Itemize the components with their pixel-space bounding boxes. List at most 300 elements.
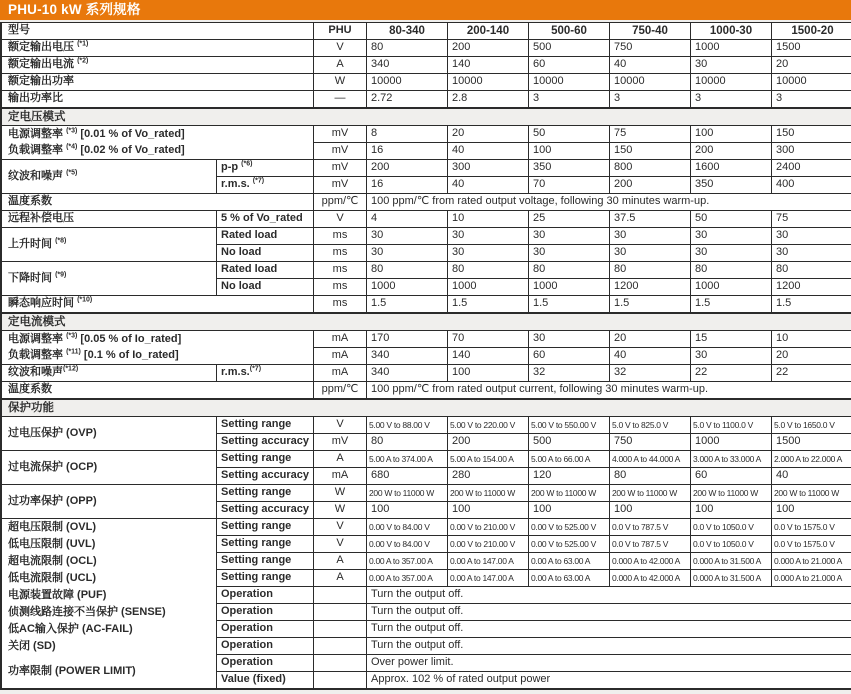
table-row: [2, 348, 851, 365]
value-cell: 0.00 A to 357.00 A: [367, 553, 448, 570]
unit-cell: ms: [314, 296, 367, 313]
value-cell: 0.00 V to 210.00 V: [448, 519, 529, 536]
value-cell: 0.0 V to 1575.0 V: [772, 519, 851, 536]
table-row: [2, 382, 851, 399]
value-cell: 0.000 A to 31.500 A: [691, 553, 772, 570]
value-cell: 0.000 A to 42.000 A: [610, 553, 691, 570]
column-header: 750-40: [610, 23, 691, 40]
table-row: [2, 74, 851, 91]
value-cell: 32: [610, 365, 691, 382]
footnote-marker: (*3): [66, 332, 78, 340]
table-row: [2, 536, 851, 553]
value-cell: 100: [610, 502, 691, 519]
value-cell: 100: [367, 502, 448, 519]
value-cell: 350: [691, 177, 772, 194]
value-cell: 16: [367, 177, 448, 194]
table-row: [2, 451, 851, 468]
value-cell: 500: [529, 40, 610, 57]
value-cell: 75: [772, 211, 851, 228]
value-cell: 0.0 V to 787.5 V: [610, 536, 691, 553]
value-cell: 30: [772, 245, 851, 262]
value-cell: 40: [610, 57, 691, 74]
value-cell: 800: [610, 160, 691, 177]
column-header: 1500-20: [772, 23, 851, 40]
column-header: 80-340: [367, 23, 448, 40]
value-cell: 300: [772, 143, 851, 160]
unit-cell: mV: [314, 160, 367, 177]
value-cell: 20: [772, 348, 851, 365]
value-cell: 80: [367, 40, 448, 57]
value-cell: 10000: [367, 74, 448, 91]
row-label: 输出功率比: [2, 91, 314, 108]
sub-label: Operation: [217, 655, 314, 672]
value-cell: 0.00 V to 84.00 V: [367, 536, 448, 553]
section-header: 定电压模式: [2, 108, 851, 126]
value-cell: 30: [691, 348, 772, 365]
row-label: 电源装置故障 (PUF): [2, 587, 217, 604]
value-cell: 30: [529, 228, 610, 245]
row-label: 过功率保护 (OPP): [2, 485, 217, 519]
value-cell: 5.00 A to 66.00 A: [529, 451, 610, 468]
value-cell: 25: [529, 211, 610, 228]
value-cell: 0.00 V to 525.00 V: [529, 536, 610, 553]
footnote-marker: (*1): [77, 40, 89, 48]
sub-label: Setting range: [217, 485, 314, 502]
column-header: 200-140: [448, 23, 529, 40]
row-label: 温度系数: [2, 194, 314, 211]
value-cell: 1000: [529, 279, 610, 296]
column-header: 500-60: [529, 23, 610, 40]
unit-cell: ms: [314, 245, 367, 262]
value-cell: Turn the output off.: [367, 638, 851, 655]
unit-cell: W: [314, 74, 367, 91]
page-title: PHU-10 kW 系列规格: [0, 0, 851, 20]
value-cell: 32: [529, 365, 610, 382]
value-cell: 170: [367, 331, 448, 348]
value-cell: 10000: [529, 74, 610, 91]
table-row: [2, 228, 851, 245]
value-cell: 80: [691, 262, 772, 279]
footnote-marker: (*4): [66, 143, 78, 151]
unit-cell: —: [314, 91, 367, 108]
unit-cell: [314, 672, 367, 688]
value-cell: 30: [367, 245, 448, 262]
unit-cell: V: [314, 536, 367, 553]
value-cell: 60: [529, 348, 610, 365]
unit-cell: mA: [314, 365, 367, 382]
footnote-marker: (*5): [66, 169, 78, 177]
unit-cell: mV: [314, 143, 367, 160]
sub-label: r.m.s.$^{(*7)}$: [217, 365, 314, 382]
value-cell: Over power limit.: [367, 655, 851, 672]
value-cell: 140: [448, 57, 529, 74]
value-cell: 5.00 V to 88.00 V: [367, 417, 448, 434]
value-cell: 200 W to 11000 W: [529, 485, 610, 502]
value-cell: 0.00 A to 147.00 A: [448, 570, 529, 587]
value-cell: 60: [691, 468, 772, 485]
value-cell: 750: [610, 40, 691, 57]
sub-label: 5 % of Vo_rated: [217, 211, 314, 228]
unit-cell: mA: [314, 348, 367, 365]
unit-cell: PHU: [314, 23, 367, 40]
table-row: [2, 621, 851, 638]
footnote-marker: (*2): [77, 57, 89, 65]
value-cell: 340: [367, 348, 448, 365]
value-cell: 5.00 A to 374.00 A: [367, 451, 448, 468]
value-cell: 100: [529, 143, 610, 160]
value-cell: 1000: [691, 434, 772, 451]
value-cell: 30: [691, 57, 772, 74]
unit-cell: [314, 621, 367, 638]
unit-cell: ms: [314, 279, 367, 296]
table-row: [2, 143, 851, 160]
footnote-marker: (*10): [77, 296, 93, 304]
value-cell: 40: [448, 177, 529, 194]
table-row: [2, 313, 851, 331]
value-cell: 1.5: [691, 296, 772, 313]
unit-cell: [314, 638, 367, 655]
value-cell: 1.5: [367, 296, 448, 313]
sub-label: Setting accuracy: [217, 434, 314, 451]
value-cell: 8: [367, 126, 448, 143]
value-cell: 80: [367, 262, 448, 279]
value-cell: 1.5: [448, 296, 529, 313]
value-cell: 20: [772, 57, 851, 74]
row-label: 低电压限制 (UVL): [2, 536, 217, 553]
row-label: 电源调整率 $^{(*3)}$ [0.01 % of Vo_rated]: [2, 126, 314, 143]
value-cell: 30: [448, 228, 529, 245]
table-row: [2, 655, 851, 672]
unit-cell: ppm/℃: [314, 382, 367, 399]
value-cell: 100: [448, 502, 529, 519]
row-label: 额定输出电压 $^{(*1)}$: [2, 40, 314, 57]
unit-cell: ms: [314, 262, 367, 279]
value-cell: 340: [367, 57, 448, 74]
sub-label: Setting range: [217, 536, 314, 553]
value-cell: 30: [610, 245, 691, 262]
value-cell: 0.00 A to 357.00 A: [367, 570, 448, 587]
table-row: [2, 91, 851, 108]
value-cell: 680: [367, 468, 448, 485]
value-cell: 20: [448, 126, 529, 143]
value-cell: 200 W to 11000 W: [691, 485, 772, 502]
value-cell: Turn the output off.: [367, 604, 851, 621]
unit-cell: [314, 604, 367, 621]
value-cell: 30: [529, 331, 610, 348]
table-row: [2, 160, 851, 177]
sub-label: No load: [217, 245, 314, 262]
sub-label: Rated load: [217, 228, 314, 245]
value-cell: 1000: [691, 279, 772, 296]
value-cell: 5.00 A to 154.00 A: [448, 451, 529, 468]
value-cell: 200: [691, 143, 772, 160]
row-label: 温度系数: [2, 382, 314, 399]
value-cell: 30: [772, 228, 851, 245]
row-label: 瞬态响应时间 $^{(*10)}$: [2, 296, 314, 313]
value-cell: 300: [448, 160, 529, 177]
value-cell: 22: [691, 365, 772, 382]
table-row: [2, 194, 851, 211]
value-cell: 1600: [691, 160, 772, 177]
value-cell: 1000: [448, 279, 529, 296]
table-row: [2, 519, 851, 536]
value-cell: 2.000 A to 22.000 A: [772, 451, 851, 468]
value-cell: 50: [691, 211, 772, 228]
value-cell: 200 W to 11000 W: [772, 485, 851, 502]
unit-cell: V: [314, 519, 367, 536]
value-cell: 0.00 V to 525.00 V: [529, 519, 610, 536]
value-cell: 3: [691, 91, 772, 108]
value-cell: 0.0 V to 1050.0 V: [691, 519, 772, 536]
value-cell: 0.00 A to 147.00 A: [448, 553, 529, 570]
value-cell: 200 W to 11000 W: [448, 485, 529, 502]
value-cell: 0.000 A to 42.000 A: [610, 570, 691, 587]
value-cell: 10: [448, 211, 529, 228]
row-label: 低电流限制 (UCL): [2, 570, 217, 587]
value-cell: 40: [448, 143, 529, 160]
footnote-marker: (*11): [66, 348, 81, 356]
table-row: [2, 57, 851, 74]
value-cell: 2.8: [448, 91, 529, 108]
value-cell: 0.00 V to 210.00 V: [448, 536, 529, 553]
value-cell: Approx. 102 % of rated output power: [367, 672, 851, 688]
value-cell: 150: [610, 143, 691, 160]
footnote-marker: (*8): [55, 237, 67, 245]
footnote-marker: (*6): [241, 160, 253, 168]
value-cell: 340: [367, 365, 448, 382]
value-cell: 0.0 V to 787.5 V: [610, 519, 691, 536]
unit-cell: mA: [314, 468, 367, 485]
value-cell: 30: [691, 245, 772, 262]
sub-label: Operation: [217, 638, 314, 655]
table-row: [2, 331, 851, 348]
table-row: [2, 553, 851, 570]
value-cell: 30: [367, 228, 448, 245]
value-cell: 70: [448, 331, 529, 348]
value-cell: 140: [448, 348, 529, 365]
value-cell: Turn the output off.: [367, 587, 851, 604]
sub-label: Operation: [217, 587, 314, 604]
unit-cell: V: [314, 40, 367, 57]
unit-cell: A: [314, 553, 367, 570]
row-label: 功率限制 (POWER LIMIT): [2, 655, 217, 688]
table-row: [2, 365, 851, 382]
value-cell: 0.000 A to 31.500 A: [691, 570, 772, 587]
value-cell: 3: [529, 91, 610, 108]
table-row: [2, 485, 851, 502]
value-cell: 200: [448, 434, 529, 451]
value-cell: 100 ppm/℃ from rated output current, following 30 minutes warm-up.: [367, 382, 851, 399]
value-cell: 750: [610, 434, 691, 451]
footnote-marker: (*9): [55, 271, 67, 279]
value-cell: 30: [448, 245, 529, 262]
value-cell: 5.0 V to 825.0 V: [610, 417, 691, 434]
sub-label: r.m.s. $^{(*7)}$: [217, 177, 314, 194]
value-cell: 200: [448, 40, 529, 57]
value-cell: 0.0 V to 1575.0 V: [772, 536, 851, 553]
unit-cell: ms: [314, 228, 367, 245]
value-cell: 200: [610, 177, 691, 194]
value-cell: 100: [772, 502, 851, 519]
table-row: [2, 417, 851, 434]
table-row: [2, 23, 851, 40]
value-cell: 20: [610, 331, 691, 348]
value-cell: 0.00 A to 63.00 A: [529, 570, 610, 587]
row-label: 超电流限制 (OCL): [2, 553, 217, 570]
value-cell: 0.00 A to 63.00 A: [529, 553, 610, 570]
row-label: 型号: [2, 23, 314, 40]
value-cell: 50: [529, 126, 610, 143]
unit-cell: mV: [314, 126, 367, 143]
value-cell: 10000: [448, 74, 529, 91]
sub-label: Setting range: [217, 451, 314, 468]
value-cell: 3: [610, 91, 691, 108]
unit-cell: [314, 655, 367, 672]
row-label: 超电压限制 (OVL): [2, 519, 217, 536]
unit-cell: mV: [314, 177, 367, 194]
value-cell: 3: [772, 91, 851, 108]
value-cell: 5.00 V to 220.00 V: [448, 417, 529, 434]
value-cell: 200 W to 11000 W: [610, 485, 691, 502]
sub-label: Rated load: [217, 262, 314, 279]
unit-cell: mV: [314, 434, 367, 451]
value-cell: 1.5: [772, 296, 851, 313]
sub-label: Setting range: [217, 553, 314, 570]
value-cell: 4: [367, 211, 448, 228]
row-label: 额定输出功率: [2, 74, 314, 91]
sub-label: Setting range: [217, 519, 314, 536]
value-cell: 10000: [691, 74, 772, 91]
value-cell: 0.0 V to 1050.0 V: [691, 536, 772, 553]
table-row: [2, 638, 851, 655]
footnote-marker: (*3): [66, 127, 78, 135]
table-row: [2, 570, 851, 587]
value-cell: 80: [448, 262, 529, 279]
sub-label: Operation: [217, 604, 314, 621]
value-cell: 1500: [772, 40, 851, 57]
spec-table: [2, 23, 851, 688]
sub-label: Setting accuracy: [217, 468, 314, 485]
unit-cell: W: [314, 485, 367, 502]
section-header: 定电流模式: [2, 313, 851, 331]
row-label: 关闭 (SD): [2, 638, 217, 655]
value-cell: 60: [529, 57, 610, 74]
sub-label: Operation: [217, 621, 314, 638]
value-cell: 100: [691, 126, 772, 143]
value-cell: 100: [691, 502, 772, 519]
spec-table-body: [2, 23, 851, 688]
value-cell: 5.00 V to 550.00 V: [529, 417, 610, 434]
row-label: 纹波和噪声$^{(*12)}$: [2, 365, 217, 382]
value-cell: 1.5: [610, 296, 691, 313]
unit-cell: ppm/℃: [314, 194, 367, 211]
table-row: [2, 296, 851, 313]
value-cell: 30: [691, 228, 772, 245]
table-row: [2, 262, 851, 279]
row-label: 远程补偿电压: [2, 211, 217, 228]
value-cell: 70: [529, 177, 610, 194]
value-cell: 150: [772, 126, 851, 143]
value-cell: 280: [448, 468, 529, 485]
value-cell: 2400: [772, 160, 851, 177]
value-cell: 75: [610, 126, 691, 143]
unit-cell: [314, 587, 367, 604]
table-row: [2, 126, 851, 143]
sub-label: p-p $^{(*6)}$: [217, 160, 314, 177]
section-header: 保护功能: [2, 399, 851, 417]
value-cell: 500: [529, 434, 610, 451]
row-label: 纹波和噪声 $^{(*5)}$: [2, 160, 217, 194]
value-cell: 0.000 A to 21.000 A: [772, 553, 851, 570]
row-label: 额定输出电流 $^{(*2)}$: [2, 57, 314, 74]
value-cell: 22: [772, 365, 851, 382]
value-cell: 15: [691, 331, 772, 348]
value-cell: 1000: [367, 279, 448, 296]
value-cell: 10: [772, 331, 851, 348]
value-cell: 4.000 A to 44.000 A: [610, 451, 691, 468]
sub-label: Setting range: [217, 417, 314, 434]
value-cell: 16: [367, 143, 448, 160]
value-cell: 30: [610, 228, 691, 245]
table-row: [2, 399, 851, 417]
table-row: [2, 211, 851, 228]
row-label: 负载调整率 $^{(*4)}$ [0.02 % of Vo_rated]: [2, 143, 314, 160]
value-cell: 80: [610, 262, 691, 279]
value-cell: 80: [610, 468, 691, 485]
footnote-marker: (*7): [249, 365, 262, 373]
value-cell: 100: [529, 502, 610, 519]
row-label: 过电流保护 (OCP): [2, 451, 217, 485]
value-cell: 1500: [772, 434, 851, 451]
sub-label: No load: [217, 279, 314, 296]
value-cell: 120: [529, 468, 610, 485]
value-cell: 0.000 A to 21.000 A: [772, 570, 851, 587]
value-cell: 400: [772, 177, 851, 194]
table-row: [2, 587, 851, 604]
value-cell: 1.5: [529, 296, 610, 313]
value-cell: 1200: [610, 279, 691, 296]
spec-table-container: [0, 22, 851, 690]
unit-cell: V: [314, 211, 367, 228]
sub-label: Value (fixed): [217, 672, 314, 688]
sub-label: Setting accuracy: [217, 502, 314, 519]
value-cell: 40: [610, 348, 691, 365]
value-cell: Turn the output off.: [367, 621, 851, 638]
value-cell: 30: [529, 245, 610, 262]
unit-cell: A: [314, 57, 367, 74]
value-cell: 200 W to 11000 W: [367, 485, 448, 502]
unit-cell: A: [314, 451, 367, 468]
value-cell: 40: [772, 468, 851, 485]
table-row: [2, 604, 851, 621]
value-cell: 0.00 V to 84.00 V: [367, 519, 448, 536]
value-cell: 2.72: [367, 91, 448, 108]
unit-cell: W: [314, 502, 367, 519]
value-cell: 100 ppm/℃ from rated output voltage, following 30 minutes warm-up.: [367, 194, 851, 211]
value-cell: 37.5: [610, 211, 691, 228]
row-label: 低AC输入保护 (AC-FAIL): [2, 621, 217, 638]
value-cell: 1000: [691, 40, 772, 57]
table-row: [2, 40, 851, 57]
row-label: 负载调整率 $^{(*11)}$ [0.1 % of Io_rated]: [2, 348, 314, 365]
value-cell: 80: [367, 434, 448, 451]
table-row: [2, 108, 851, 126]
sub-label: Setting range: [217, 570, 314, 587]
value-cell: 80: [529, 262, 610, 279]
value-cell: 5.0 V to 1100.0 V: [691, 417, 772, 434]
value-cell: 100: [448, 365, 529, 382]
unit-cell: A: [314, 570, 367, 587]
